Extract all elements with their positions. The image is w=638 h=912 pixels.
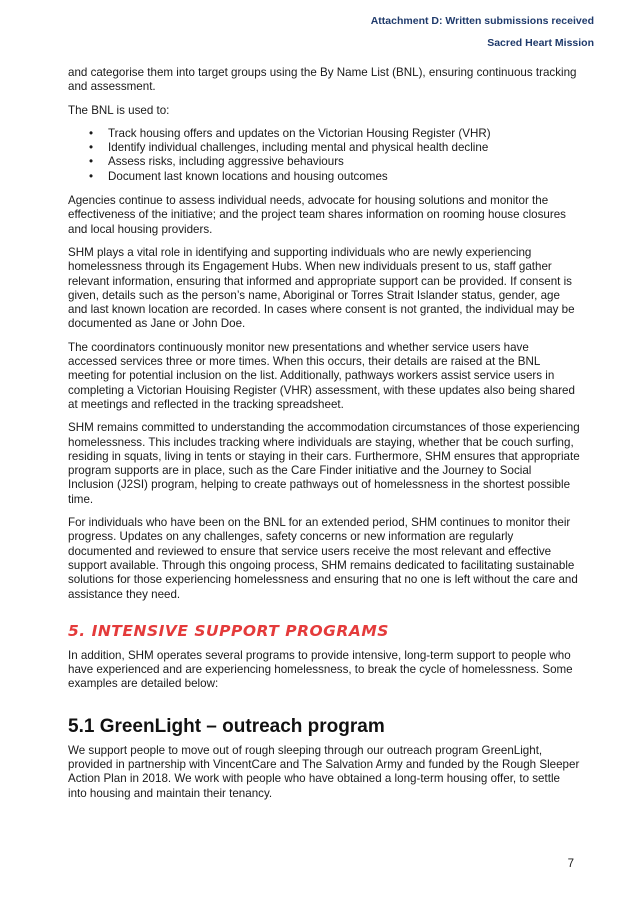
organisation-name: Sacred Heart Mission: [487, 37, 594, 49]
paragraph: and categorise them into target groups using the By Name List (BNL), ensuring continuous tracking and assessment.: [68, 66, 577, 94]
attachment-title: Attachment D: Written submissions received: [370, 15, 594, 27]
section-5-heading: 5. INTENSIVE SUPPORT PROGRAMS: [68, 621, 389, 640]
list-item: • Assess risks, including aggressive behaviours: [89, 155, 344, 169]
paragraph: Agencies continue to assess individual needs, advocate for housing solutions and monitor the effectiveness of the initiative; and the project team shares information on rooming house closures and local housing providers.: [68, 194, 566, 236]
page-header: [371, 10, 594, 54]
document-body: [68, 66, 580, 810]
paragraph: SHM plays a vital role in identifying and supporting individuals who are newly experiencing homelessness through its Engagement Hubs. When new individuals present to us, staff gather relevant information, ensuring that informed and appropriate support can be provided. If consent is given, details such as the person’s name, Aboriginal or Torres Strait Islander status, gender, age and last known location are recorded. In cases where consent is not granted, the individual may be documented as Jane or John Doe.: [68, 245, 575, 331]
bnl-uses-list: [68, 127, 580, 184]
paragraph: SHM remains committed to understanding the accommodation circumstances of those experiencing homelessness. This includes tracking where individuals are staying, whether that be couch surfing, residing in squats, living in tents or staying in their cars. Furthermore, SHM ensures that appropriate program supports are in place, such as the Care Finder initiative and the Journey to Social Inclusion (J2SI) program, helping to create pathways out of homelessness in the shortest possible time.: [68, 421, 580, 506]
paragraph: The BNL is used to:: [68, 103, 170, 117]
page-number: 7: [567, 858, 574, 870]
section-5-text: In addition, SHM operates several programs to provide intensive, long-term support to people who have experienced and are experiencing homelessness, to break the cycle of homelessness. Some examples are detailed below:: [68, 648, 573, 691]
section-5-1-heading: 5.1 GreenLight – outreach program: [68, 715, 385, 737]
list-item: • Identify individual challenges, including mental and physical health decline: [89, 141, 489, 155]
paragraph: For individuals who have been on the BNL for an extended period, SHM continues to monitor their progress. Updates on any challenges, safety concerns or new information are regularly documented and reviewed to ensure that service users receive the most relevant and effective support available. Through this ongoing process, SHM remains dedicated to facilitating sustainable solutions for those experiencing homelessness and ensuring that no one is left without the care and assistance they need.: [68, 516, 578, 601]
section-5-1-text: We support people to move out of rough sleeping through our outreach program GreenLight, provided in partnership with VincentCare and The Salvation Army and funded by the Rough Sleeper Action Plan in 2018. We work with people who have obtained a long-term housing offer, to settle into housing and maintain their tenancy.: [68, 743, 580, 800]
list-item: • Document last known locations and housing outcomes: [89, 169, 388, 183]
paragraph: The coordinators continuously monitor new presentations and whether service users have accessed services three or more times. When this occurs, their details are raised at the BNL meeting for potential inclusion on the list. Additionally, pathways workers assist service users in completing a Victorian Houising Register (VHR) assessment, with these updates also being shared at meetings and reflected in the tracking spreadsheet.: [68, 340, 575, 411]
list-item: • Track housing offers and updates on the Victorian Housing Register (VHR): [89, 126, 491, 140]
